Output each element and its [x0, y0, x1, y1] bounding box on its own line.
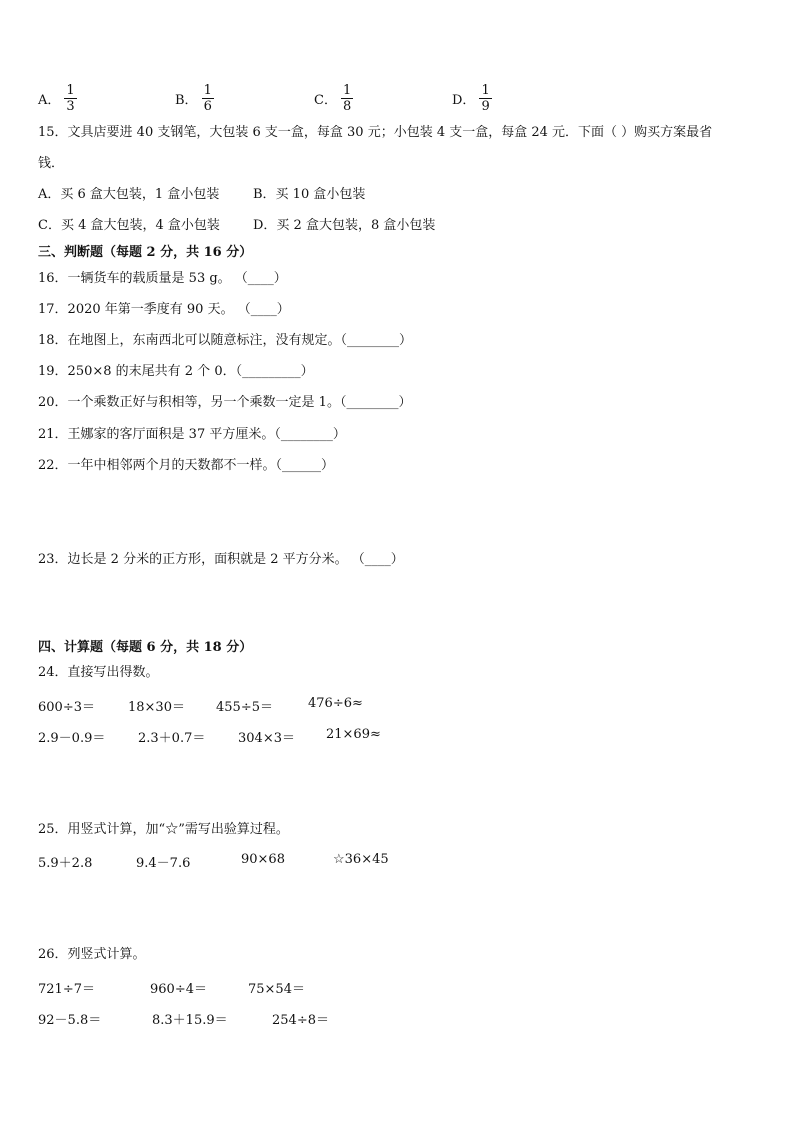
section-4-heading: 四、计算题（每题 6 分，共 18 分） [38, 640, 253, 655]
question-16: 16．一辆货车的载质量是 53 g。 （____） [38, 271, 287, 286]
fraction [202, 83, 214, 114]
calc-item: 21×69≈ [326, 727, 381, 742]
calc-item: 8.3＋15.9＝ [152, 1013, 228, 1028]
question-15-text-cont: 钱． [38, 156, 65, 171]
fraction [341, 83, 353, 114]
calc-item: 455÷5＝ [216, 700, 273, 715]
calc-item: 90×68 [241, 852, 285, 867]
calc-item: 5.9＋2.8 [38, 856, 93, 871]
question-23: 23．边长是 2 分米的正方形，面积就是 2 平方分米。 （____） [38, 552, 404, 567]
option-letter: A． [38, 92, 61, 108]
question-17: 17．2020 年第一季度有 90 天。 （____） [38, 302, 290, 317]
calc-item: 9.4－7.6 [136, 856, 191, 871]
calc-item: 75×54＝ [248, 982, 305, 997]
denominator: 6 [203, 98, 212, 114]
fraction [479, 83, 491, 114]
calc-item: 254÷8＝ [272, 1013, 329, 1028]
denominator: 8 [342, 98, 352, 114]
option-b [175, 78, 214, 118]
option-c [314, 78, 353, 118]
section-3-heading: 三、判断题（每题 2 分，共 16 分） [38, 245, 253, 260]
denominator: 3 [66, 98, 75, 114]
question-20: 20．一个乘数正好与积相等，另一个乘数一定是 1。（________） [38, 395, 412, 410]
question-18: 18．在地图上，东南西北可以随意标注，没有规定。（________） [38, 333, 413, 348]
option-a [38, 78, 77, 118]
calc-item: 2.3＋0.7＝ [138, 731, 206, 746]
option-letter: D． [452, 92, 476, 108]
fraction [64, 83, 76, 114]
question-26: 26．列竖式计算。 [38, 947, 146, 962]
question-19: 19．250×8 的末尾共有 2 个 0．（_________） [38, 364, 314, 379]
numerator: 1 [203, 82, 212, 98]
q15-option-d: D．买 2 盒大包装，8 盒小包装 [253, 218, 436, 233]
calc-item: ☆36×45 [333, 852, 389, 867]
question-24: 24．直接写出得数。 [38, 665, 159, 680]
calc-item: 304×3＝ [238, 731, 295, 746]
option-d [452, 78, 492, 118]
calc-item: 600÷3＝ [38, 700, 95, 715]
question-22: 22．一年中相邻两个月的天数都不一样。（______） [38, 458, 335, 473]
calc-item: 721÷7＝ [38, 982, 95, 997]
option-letter: B． [175, 92, 198, 108]
option-letter: C． [314, 92, 337, 108]
q14-options [38, 78, 758, 118]
question-15-text: 15．文具店要进 40 支钢笔，大包装 6 支一盒，每盒 30 元；小包装 4 支一盒，每盒 24 元．下面（ ）购买方案最省 [38, 125, 713, 140]
calc-item: 960÷4＝ [150, 982, 207, 997]
q15-option-b: B．买 10 盒小包装 [253, 187, 366, 202]
question-21: 21．王娜家的客厅面积是 37 平方厘米。（________） [38, 427, 346, 442]
denominator: 9 [481, 98, 490, 114]
numerator: 1 [481, 82, 490, 98]
q15-option-a: A．买 6 盒大包装，1 盒小包装 [38, 187, 220, 202]
numerator: 1 [66, 82, 75, 98]
q15-option-c: C．买 4 盒大包装，4 盒小包装 [38, 218, 220, 233]
numerator: 1 [342, 82, 352, 98]
calc-item: 2.9－0.9＝ [38, 731, 106, 746]
calc-item: 18×30＝ [128, 700, 185, 715]
calc-item: 476÷6≈ [308, 696, 363, 711]
calc-item: 92－5.8＝ [38, 1013, 102, 1028]
question-25: 25．用竖式计算，加“☆”需写出验算过程。 [38, 822, 289, 837]
